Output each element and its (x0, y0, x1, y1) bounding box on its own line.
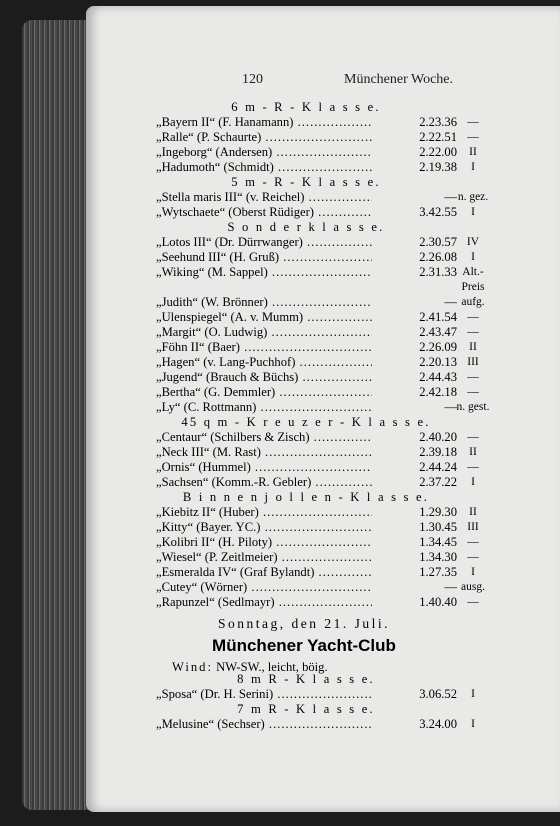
class-title: 5 m - R - K l a s s e. (231, 175, 381, 189)
placing: n. gez. (457, 191, 489, 203)
finish-time: 1.34.30 (372, 550, 457, 565)
placing: I (471, 251, 475, 263)
placing: — (467, 536, 479, 548)
boat-entry: „Rapunzel“ (Sedlmayr) ..... (156, 595, 376, 610)
boat-entry: „Margit“ (O. Ludwig) ..... (156, 325, 376, 340)
result-row (156, 535, 479, 550)
result-row (156, 205, 474, 220)
class-title: B i n n e n j o l l e n - K l a s s e. (182, 490, 430, 504)
club-heading: Münchener Yacht-Club (212, 636, 396, 655)
placing: — (467, 551, 479, 563)
placing: — (467, 386, 479, 398)
result-row (156, 400, 490, 415)
boat-entry: „Neck III“ (M. Rast) ..... (156, 445, 376, 460)
boat-entry: „Bertha“ (G. Demmler) ..... (156, 385, 376, 400)
finish-time: — (372, 400, 457, 415)
boat-entry: „Lotos III“ (Dr. Dürrwanger) ..... (156, 235, 376, 250)
result-row (156, 550, 479, 565)
placing: — (467, 431, 479, 443)
result-row (156, 580, 485, 595)
placing: — (467, 596, 479, 608)
finish-time: 3.24.00 (372, 717, 457, 732)
placing: ausg. (461, 581, 485, 593)
finish-time: 2.31.33 (372, 265, 457, 280)
finish-time: 2.30.57 (372, 235, 457, 250)
wind-label: Wind: (172, 660, 213, 674)
placing: aufg. (461, 296, 485, 308)
boat-entry: „Wytschaete“ (Oberst Rüdiger) ..... (156, 205, 376, 220)
sunday-section (150, 616, 458, 677)
boat-entry: „Bayern II“ (F. Hanamann) ..... (156, 115, 376, 130)
result-row (156, 160, 474, 175)
boat-entry: „Ulenspiegel“ (A. v. Mumm) ..... (156, 310, 376, 325)
result-row (156, 340, 477, 355)
finish-time: 1.34.45 (372, 535, 457, 550)
result-row (156, 130, 479, 145)
finish-time: 2.37.22 (372, 475, 457, 490)
placing: I (471, 161, 475, 173)
boat-entry: „Seehund III“ (H. Gruß) ..... (156, 250, 376, 265)
finish-time: 2.19.38 (372, 160, 457, 175)
finish-time: 1.29.30 (372, 505, 457, 520)
placing: II (469, 146, 477, 158)
placing: II (469, 446, 477, 458)
placing: I (471, 718, 475, 730)
class-title: 7 m R - K l a s s e. (237, 702, 375, 716)
finish-time: 2.43.47 (372, 325, 457, 340)
boat-entry: „Jugend“ (Brauch & Büchs) ..... (156, 370, 376, 385)
finish-time: 2.22.51 (372, 130, 457, 145)
rank-note-line (156, 280, 485, 295)
result-row (156, 595, 479, 610)
placing: III (467, 356, 479, 368)
class-title: S o n d e r k l a s s e. (227, 220, 385, 234)
finish-time: 2.41.54 (372, 310, 457, 325)
boat-entry: „Föhn II“ (Baer) ..... (156, 340, 376, 355)
wind-text: NW-SW., leicht, böig. (216, 660, 328, 674)
boat-entry: „Cutey“ (Wörner) ..... (156, 580, 376, 595)
result-row (156, 145, 477, 160)
finish-time: 2.42.18 (372, 385, 457, 400)
boat-entry: „Melusine“ (Sechser) ..... (156, 717, 376, 732)
rank-note: Preis (461, 281, 485, 293)
placing: — (467, 326, 479, 338)
result-row (156, 475, 474, 490)
finish-time: 2.40.20 (372, 430, 457, 445)
boat-entry: „Hadumoth“ (Schmidt) ..... (156, 160, 376, 175)
result-row (156, 520, 479, 535)
finish-time: 2.39.18 (372, 445, 457, 460)
placing: — (467, 116, 479, 128)
placing: II (469, 506, 477, 518)
placing: I (471, 476, 475, 488)
placing: Alt.- (462, 266, 484, 278)
result-row (156, 445, 477, 460)
result-row (156, 325, 479, 340)
finish-time: 2.26.09 (372, 340, 457, 355)
boat-entry: „Kiebitz II“ (Huber) ..... (156, 505, 376, 520)
finish-time: 3.42.55 (372, 205, 457, 220)
placing: I (471, 688, 475, 700)
class-title: 6 m - R - K l a s s e. (231, 100, 381, 114)
class-title: 45 q m - K r e u z e r - K l a s s e. (181, 415, 431, 429)
result-row (156, 355, 479, 370)
finish-time: 2.44.24 (372, 460, 457, 475)
boat-entry: „Stella maris III“ (v. Reichel) ..... (156, 190, 376, 205)
boat-entry: „Ly“ (C. Rottmann) ..... (156, 400, 376, 415)
class-title: 8 m R - K l a s s e. (237, 672, 375, 686)
placing: — (467, 371, 479, 383)
finish-time: — (372, 190, 457, 205)
finish-time: 2.26.08 (372, 250, 457, 265)
boat-entry: „Wiesel“ (P. Zeitlmeier) ..... (156, 550, 376, 565)
placing: — (467, 311, 479, 323)
placing: — (467, 461, 479, 473)
finish-time: 1.30.45 (372, 520, 457, 535)
finish-time: 2.23.36 (372, 115, 457, 130)
finish-time: 3.06.52 (372, 687, 457, 702)
result-row (156, 235, 480, 250)
race-results (156, 100, 490, 610)
boat-entry: „Ornis“ (Hummel) ..... (156, 460, 376, 475)
boat-entry: „Judith“ (W. Brönner) ..... (156, 295, 376, 310)
finish-time: 2.22.00 (372, 145, 457, 160)
event-date: Sonntag, den 21. Juli. (218, 616, 390, 631)
boat-entry: „Kolibri II“ (H. Piloty) ..... (156, 535, 376, 550)
placing: IV (466, 236, 480, 248)
placing: n. gest. (456, 401, 490, 413)
running-title: Münchener Woche. (344, 72, 454, 87)
result-row (156, 295, 485, 310)
sunday-results (156, 672, 474, 732)
finish-time: 2.20.13 (372, 355, 457, 370)
boat-entry: „Wiking“ (M. Sappel) ..... (156, 265, 376, 280)
result-row (156, 717, 474, 732)
placing: — (467, 131, 479, 143)
finish-time: — (372, 295, 457, 310)
finish-time: 1.27.35 (372, 565, 457, 580)
boat-entry: „Ralle“ (P. Schaurte) ..... (156, 130, 376, 145)
placing: III (467, 521, 479, 533)
result-row (156, 310, 479, 325)
finish-time: 1.40.40 (372, 595, 457, 610)
result-row (156, 265, 484, 280)
result-row (156, 190, 489, 205)
result-row (156, 430, 479, 445)
boat-entry: „Kitty“ (Bayer. YC.) ..... (156, 520, 376, 535)
result-row (156, 370, 479, 385)
result-row (156, 505, 477, 520)
boat-entry: „Esmeralda IV“ (Graf Bylandt) ..... (156, 565, 376, 580)
finish-time: 2.44.43 (372, 370, 457, 385)
boat-entry: „Hagen“ (v. Lang-Puchhof) ..... (156, 355, 376, 370)
result-row (156, 687, 474, 702)
finish-time: — (372, 580, 457, 595)
boat-entry: „Ingeborg“ (Andersen) ..... (156, 145, 376, 160)
placing: I (471, 206, 475, 218)
result-row (156, 460, 479, 475)
page-header (86, 72, 560, 92)
result-row (156, 115, 479, 130)
page-number: 120 (242, 72, 263, 87)
boat-entry: „Sachsen“ (Komm.-R. Gebler) ..... (156, 475, 376, 490)
placing: I (471, 566, 475, 578)
placing: II (469, 341, 477, 353)
boat-entry: „Centaur“ (Schilbers & Zisch) ..... (156, 430, 376, 445)
result-row (156, 385, 479, 400)
result-row (156, 250, 474, 265)
result-row (156, 565, 474, 580)
boat-entry: „Sposa“ (Dr. H. Serini) ..... (156, 687, 376, 702)
